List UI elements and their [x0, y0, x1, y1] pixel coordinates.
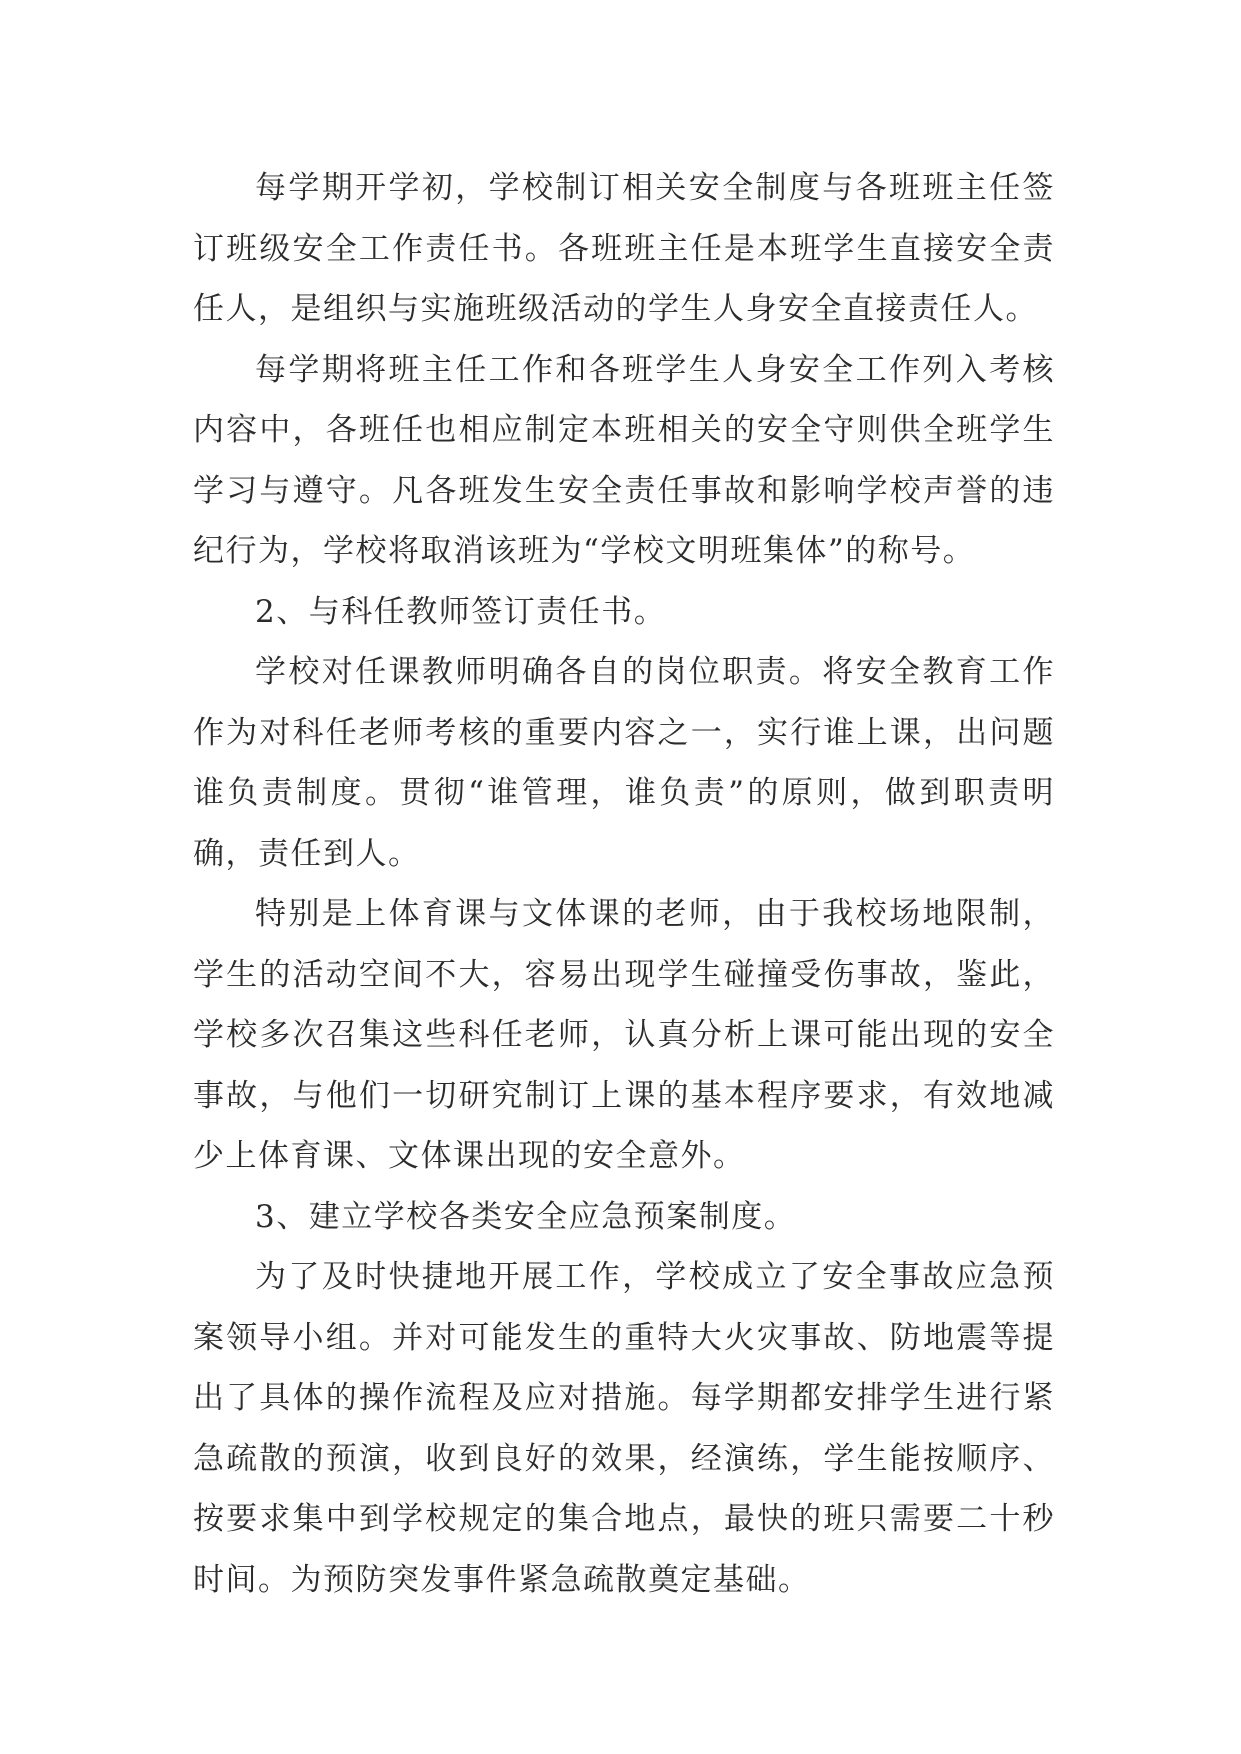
heading-emergency-plan: 3、建立学校各类安全应急预案制度。	[255, 1198, 797, 1235]
paragraph-emergency-drill: 为了及时快捷地开展工作，学校成立了安全事故应急预案领导小组。并对可能发生的重特大火灾事故、防地震等提出了具体的操作流程及应对措施。每学期都安排学生进行紧急疏散的预演，收到良好的效果，经演练，学生能按顺序、按要求集中到学校规定的集合地点，最快的班只需要二十秒时间。为预防突发事件紧急疏散奠定基础。	[193, 1259, 1055, 1598]
paragraph-pe-class: 特别是上体育课与文体课的老师，由于我校场地限制，学生的活动空间不大，容易出现学生碰撞受伤事故，鉴此，学校多次召集这些科任老师，认真分析上课可能出现的安全事故，与他们一切研究制订上课的基本程序要求，有效地减少上体育课、文体课出现的安全意外。	[193, 896, 1055, 1174]
paragraph-teacher-duties: 学校对任课教师明确各自的岗位职责。将安全教育工作作为对科任老师考核的重要内容之一，实行谁上课，出问题谁负责制度。贯彻“谁管理，谁负责”的原则，做到职责明确，责任到人。	[193, 654, 1055, 872]
heading-subject-teacher-responsibility: 2、与科任教师签订责任书。	[255, 593, 667, 630]
paragraph-assessment: 每学期将班主任工作和各班学生人身安全工作列入考核内容中，各班任也相应制定本班相关的安全守则供全班学生学习与遵守。凡各班发生安全责任事故和影响学校声誉的违纪行为，学校将取消该班为“学校文明班集体”的称号。	[193, 351, 1055, 569]
document-body	[193, 158, 1055, 1610]
paragraph-class-teacher-responsibility: 每学期开学初，学校制订相关安全制度与各班班主任签订班级安全工作责任书。各班班主任是本班学生直接安全责任人，是组织与实施班级活动的学生人身安全直接责任人。	[193, 170, 1055, 327]
